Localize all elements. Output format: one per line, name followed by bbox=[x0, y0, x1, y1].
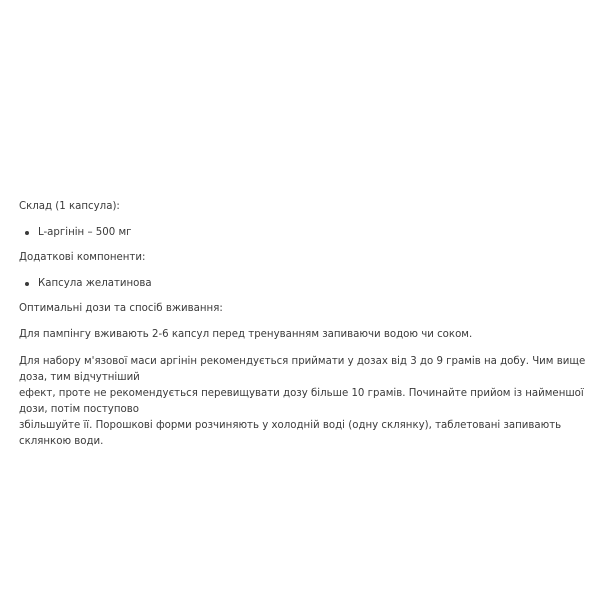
composition-item: L-аргінін – 500 мг bbox=[19, 225, 589, 241]
additional-heading: Додаткові компоненти: bbox=[19, 252, 146, 263]
composition-list bbox=[19, 225, 589, 241]
pumping-paragraph: Для пампінгу вживають 2-6 капсул перед тренуванням запиваючи водою чи соком. bbox=[19, 329, 473, 340]
composition-heading: Склад (1 капсула): bbox=[19, 201, 120, 212]
mass-paragraph bbox=[19, 354, 589, 450]
additional-list bbox=[19, 276, 589, 292]
mass-paragraph-line: Для набору м'язової маси аргінін рекомендується приймати у дозах від 3 до 9 грамів на добу. Чим вище доза, тим відчутніший bbox=[19, 356, 586, 383]
product-description bbox=[19, 199, 589, 450]
mass-paragraph-line: ефект, проте не рекомендується перевищувати дозу більше 10 грамів. Починайте прийом із найменшої дози, потім поступово bbox=[19, 388, 584, 415]
mass-paragraph-line: збільшуйте її. Порошкові форми розчиняють у холодній воді (одну склянку), таблетовані запивають склянкою води. bbox=[19, 420, 562, 447]
additional-item: Капсула желатинова bbox=[19, 276, 589, 292]
dosage-heading: Оптимальні дози та спосіб вживання: bbox=[19, 303, 223, 314]
